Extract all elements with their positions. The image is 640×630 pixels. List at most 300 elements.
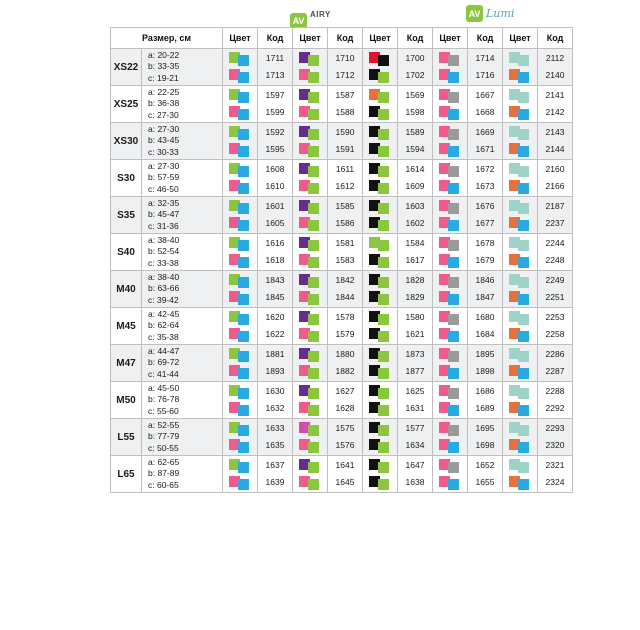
product-code: 1620 xyxy=(265,312,285,322)
product-code: 1845 xyxy=(265,292,285,302)
swatch-half-bottom xyxy=(448,257,459,268)
measurement-line: b: 33-35 xyxy=(148,61,180,72)
color-swatch-cell xyxy=(363,197,398,234)
product-code: 1635 xyxy=(265,440,285,450)
color-swatch-cell xyxy=(293,160,328,197)
color-swatch xyxy=(229,106,251,119)
color-swatch xyxy=(229,217,251,230)
swatch-half-bottom xyxy=(518,479,529,490)
swatch-half-bottom xyxy=(308,257,319,268)
swatch-half-bottom xyxy=(448,166,459,177)
logo-bar xyxy=(0,2,640,26)
product-code: 1598 xyxy=(405,107,425,117)
product-code: 2237 xyxy=(545,218,565,228)
measurement-line: a: 45-50 xyxy=(148,382,180,393)
code-cell xyxy=(258,123,293,160)
table-row xyxy=(111,197,573,234)
product-code: 1612 xyxy=(335,181,355,191)
product-code: 2160 xyxy=(545,164,565,174)
color-swatch-cell xyxy=(223,86,258,123)
swatch-half-bottom xyxy=(448,183,459,194)
product-code: 2143 xyxy=(545,127,565,137)
swatch-half-bottom xyxy=(378,92,389,103)
measurements-cell xyxy=(142,419,223,456)
swatch-half-bottom xyxy=(238,166,249,177)
swatch-half-bottom xyxy=(238,183,249,194)
color-swatch-cell xyxy=(433,86,468,123)
table-row xyxy=(111,345,573,382)
color-swatch xyxy=(439,254,461,267)
color-swatch-cell xyxy=(293,419,328,456)
code-cell xyxy=(328,49,363,86)
swatch-half-bottom xyxy=(378,405,389,416)
swatch-half-bottom xyxy=(238,129,249,140)
swatch-half-bottom xyxy=(448,388,459,399)
color-swatch xyxy=(369,365,391,378)
color-swatch xyxy=(229,163,251,176)
swatch-half-bottom xyxy=(308,166,319,177)
product-code: 1828 xyxy=(405,275,425,285)
color-swatch xyxy=(509,274,531,287)
product-code: 1672 xyxy=(475,164,495,174)
airyvest-logo-mark: AV xyxy=(290,13,307,30)
color-swatch xyxy=(229,200,251,213)
color-swatch xyxy=(369,254,391,267)
color-swatch-cell xyxy=(503,382,538,419)
product-code: 2287 xyxy=(545,366,565,376)
code-cell xyxy=(258,382,293,419)
product-code: 1575 xyxy=(335,423,355,433)
swatch-half-bottom xyxy=(238,109,249,120)
code-cell xyxy=(538,456,573,493)
swatch-half-bottom xyxy=(238,146,249,157)
color-swatch xyxy=(229,89,251,102)
measurement-line: c: 60-65 xyxy=(148,479,179,490)
color-swatch xyxy=(369,237,391,250)
swatch-half-bottom xyxy=(518,425,529,436)
table-row xyxy=(111,308,573,345)
color-swatch xyxy=(229,291,251,304)
color-swatch-cell xyxy=(363,234,398,271)
measurements-cell xyxy=(142,86,223,123)
color-swatch xyxy=(229,180,251,193)
color-swatch xyxy=(299,200,321,213)
product-code: 1843 xyxy=(265,275,285,285)
measurement-line: b: 87-89 xyxy=(148,468,180,479)
color-swatch xyxy=(369,163,391,176)
code-cell xyxy=(328,419,363,456)
code-cell xyxy=(468,382,503,419)
color-swatch-cell xyxy=(503,308,538,345)
color-swatch xyxy=(369,476,391,489)
header-code-3: Код xyxy=(398,28,433,49)
color-swatch xyxy=(369,439,391,452)
product-code: 1585 xyxy=(335,201,355,211)
code-cell xyxy=(398,345,433,382)
swatch-half-bottom xyxy=(308,368,319,379)
color-swatch xyxy=(509,217,531,230)
swatch-half-bottom xyxy=(518,331,529,342)
color-swatch xyxy=(369,422,391,435)
product-code: 1622 xyxy=(265,329,285,339)
swatch-half-bottom xyxy=(378,442,389,453)
product-code: 1594 xyxy=(405,144,425,154)
color-swatch xyxy=(509,89,531,102)
code-cell xyxy=(328,123,363,160)
swatch-half-bottom xyxy=(448,92,459,103)
measurement-line: c: 55-60 xyxy=(148,405,179,416)
product-code: 1625 xyxy=(405,386,425,396)
color-swatch xyxy=(439,143,461,156)
swatch-half-bottom xyxy=(448,109,459,120)
color-swatch xyxy=(509,291,531,304)
swatch-half-bottom xyxy=(448,479,459,490)
color-swatch-cell xyxy=(503,197,538,234)
header-color-3: Цвет xyxy=(363,28,398,49)
size-label: XS22 xyxy=(111,49,142,86)
swatch-half-bottom xyxy=(238,462,249,473)
color-swatch xyxy=(299,311,321,324)
color-swatch-cell xyxy=(503,86,538,123)
product-code: 1668 xyxy=(475,107,495,117)
measurement-line: a: 27-30 xyxy=(148,160,180,171)
code-cell xyxy=(258,308,293,345)
table-row xyxy=(111,419,573,456)
color-swatch xyxy=(229,439,251,452)
measurements-cell xyxy=(142,345,223,382)
measurement-line: c: 41-44 xyxy=(148,368,179,379)
color-swatch xyxy=(299,126,321,139)
color-swatch xyxy=(229,237,251,250)
color-swatch xyxy=(299,291,321,304)
product-code: 1695 xyxy=(475,423,495,433)
swatch-half-bottom xyxy=(308,314,319,325)
color-swatch-cell xyxy=(503,456,538,493)
product-code: 2286 xyxy=(545,349,565,359)
swatch-half-bottom xyxy=(308,72,319,83)
measurement-line: b: 52-54 xyxy=(148,246,180,257)
code-cell xyxy=(538,160,573,197)
product-code: 1678 xyxy=(475,238,495,248)
size-label: M45 xyxy=(111,308,142,345)
color-swatch xyxy=(299,402,321,415)
color-swatch-cell xyxy=(503,160,538,197)
swatch-half-bottom xyxy=(448,277,459,288)
header-code-4: Код xyxy=(468,28,503,49)
color-swatch xyxy=(299,237,321,250)
product-code: 1702 xyxy=(405,70,425,80)
color-swatch xyxy=(509,143,531,156)
color-swatch xyxy=(369,291,391,304)
color-swatch xyxy=(509,459,531,472)
color-swatch xyxy=(509,365,531,378)
product-code: 2253 xyxy=(545,312,565,322)
swatch-half-bottom xyxy=(238,331,249,342)
product-code: 2144 xyxy=(545,144,565,154)
size-label: L55 xyxy=(111,419,142,456)
color-swatch-cell xyxy=(223,456,258,493)
product-code: 1895 xyxy=(475,349,495,359)
swatch-half-bottom xyxy=(238,55,249,66)
lumi-logo-mark: AV xyxy=(466,5,483,22)
product-code: 1700 xyxy=(405,53,425,63)
code-cell xyxy=(398,49,433,86)
measurement-line: b: 57-59 xyxy=(148,172,180,183)
header-color-1: Цвет xyxy=(223,28,258,49)
product-code: 1633 xyxy=(265,423,285,433)
color-swatch-cell xyxy=(223,160,258,197)
swatch-half-bottom xyxy=(238,72,249,83)
swatch-half-bottom xyxy=(378,331,389,342)
color-swatch-cell xyxy=(293,345,328,382)
swatch-half-bottom xyxy=(518,257,529,268)
product-code: 1611 xyxy=(335,164,355,174)
code-cell xyxy=(538,197,573,234)
table-body xyxy=(111,49,573,493)
code-cell xyxy=(328,197,363,234)
color-swatch-cell xyxy=(433,160,468,197)
measurement-line: b: 76-78 xyxy=(148,394,180,405)
product-code: 1631 xyxy=(405,403,425,413)
measurements-cell xyxy=(142,234,223,271)
measurements-cell xyxy=(142,123,223,160)
color-swatch xyxy=(229,52,251,65)
code-cell xyxy=(468,197,503,234)
product-code: 1602 xyxy=(405,218,425,228)
color-swatch-cell xyxy=(433,419,468,456)
swatch-half-bottom xyxy=(518,351,529,362)
color-swatch xyxy=(509,180,531,193)
swatch-half-bottom xyxy=(518,294,529,305)
color-swatch-cell xyxy=(223,49,258,86)
swatch-half-bottom xyxy=(308,183,319,194)
swatch-half-bottom xyxy=(518,314,529,325)
swatch-half-bottom xyxy=(448,203,459,214)
color-swatch-cell xyxy=(363,86,398,123)
color-swatch xyxy=(369,52,391,65)
swatch-half-bottom xyxy=(448,55,459,66)
swatch-half-bottom xyxy=(448,129,459,140)
product-code: 1712 xyxy=(335,70,355,80)
product-code: 1898 xyxy=(475,366,495,376)
color-swatch xyxy=(229,126,251,139)
color-swatch xyxy=(439,311,461,324)
product-code: 1609 xyxy=(405,181,425,191)
swatch-half-bottom xyxy=(518,166,529,177)
color-swatch xyxy=(229,402,251,415)
color-swatch-cell xyxy=(293,197,328,234)
color-swatch-cell xyxy=(363,456,398,493)
airyvest-logo-line1: AIRY xyxy=(310,10,331,19)
swatch-half-bottom xyxy=(448,146,459,157)
product-code: 1618 xyxy=(265,255,285,265)
swatch-half-bottom xyxy=(448,220,459,231)
color-swatch xyxy=(369,328,391,341)
color-swatch xyxy=(299,89,321,102)
product-code: 1667 xyxy=(475,90,495,100)
product-code: 1639 xyxy=(265,477,285,487)
swatch-half-bottom xyxy=(448,72,459,83)
swatch-half-bottom xyxy=(308,55,319,66)
color-swatch-cell xyxy=(223,234,258,271)
code-cell xyxy=(468,234,503,271)
product-code: 1589 xyxy=(405,127,425,137)
swatch-half-bottom xyxy=(378,129,389,140)
swatch-half-bottom xyxy=(518,442,529,453)
code-cell xyxy=(468,345,503,382)
product-code: 1638 xyxy=(405,477,425,487)
color-swatch xyxy=(509,163,531,176)
color-swatch xyxy=(509,402,531,415)
color-swatch-cell xyxy=(293,234,328,271)
color-swatch xyxy=(369,274,391,287)
product-code: 1632 xyxy=(265,403,285,413)
color-swatch xyxy=(439,328,461,341)
product-code: 1637 xyxy=(265,460,285,470)
measurement-line: a: 52-55 xyxy=(148,419,180,430)
table-row xyxy=(111,234,573,271)
swatch-half-bottom xyxy=(238,240,249,251)
product-code: 1578 xyxy=(335,312,355,322)
product-code: 1588 xyxy=(335,107,355,117)
measurement-line: b: 69-72 xyxy=(148,357,180,368)
lumi-logo-script: Lumi xyxy=(486,7,515,20)
swatch-half-bottom xyxy=(378,277,389,288)
color-swatch xyxy=(299,143,321,156)
swatch-half-bottom xyxy=(448,314,459,325)
product-code: 1711 xyxy=(265,53,285,63)
product-code: 1610 xyxy=(265,181,285,191)
color-swatch xyxy=(299,328,321,341)
product-code: 1595 xyxy=(265,144,285,154)
product-code: 2112 xyxy=(545,53,565,63)
color-swatch-cell xyxy=(503,234,538,271)
color-swatch-cell xyxy=(223,419,258,456)
product-code: 2324 xyxy=(545,477,565,487)
product-code: 1590 xyxy=(335,127,355,137)
product-code: 1846 xyxy=(475,275,495,285)
color-swatch-cell xyxy=(503,345,538,382)
measurements-cell xyxy=(142,49,223,86)
product-code: 1591 xyxy=(335,144,355,154)
product-code: 1597 xyxy=(265,90,285,100)
measurement-line: c: 50-55 xyxy=(148,442,179,453)
color-swatch xyxy=(369,348,391,361)
product-code: 1684 xyxy=(475,329,495,339)
code-cell xyxy=(468,308,503,345)
color-swatch xyxy=(229,311,251,324)
product-code: 1679 xyxy=(475,255,495,265)
product-code: 1599 xyxy=(265,107,285,117)
color-swatch-cell xyxy=(433,345,468,382)
color-swatch xyxy=(229,422,251,435)
product-code: 1584 xyxy=(405,238,425,248)
lumi-logo xyxy=(466,5,514,22)
product-code: 1616 xyxy=(265,238,285,248)
product-code: 1601 xyxy=(265,201,285,211)
measurements-cell xyxy=(142,271,223,308)
color-swatch xyxy=(299,422,321,435)
color-swatch-cell xyxy=(363,382,398,419)
code-cell xyxy=(328,160,363,197)
size-label: L65 xyxy=(111,456,142,493)
color-swatch xyxy=(439,237,461,250)
swatch-half-bottom xyxy=(448,351,459,362)
size-chart-table xyxy=(110,27,573,493)
product-code: 1842 xyxy=(335,275,355,285)
table-header-row xyxy=(111,28,573,49)
product-code: 1676 xyxy=(475,201,495,211)
swatch-half-bottom xyxy=(378,257,389,268)
measurement-line: a: 42-45 xyxy=(148,308,180,319)
color-swatch xyxy=(299,106,321,119)
table-row xyxy=(111,123,573,160)
swatch-half-bottom xyxy=(448,331,459,342)
code-cell xyxy=(468,86,503,123)
code-cell xyxy=(258,419,293,456)
code-cell xyxy=(258,86,293,123)
swatch-half-bottom xyxy=(238,314,249,325)
color-swatch-cell xyxy=(223,345,258,382)
color-swatch xyxy=(369,217,391,230)
code-cell xyxy=(538,234,573,271)
measurement-line: b: 77-79 xyxy=(148,431,180,442)
color-swatch-cell xyxy=(503,49,538,86)
table-row xyxy=(111,456,573,493)
swatch-half-bottom xyxy=(378,314,389,325)
color-swatch xyxy=(369,311,391,324)
measurement-line: c: 30-33 xyxy=(148,146,179,157)
product-code: 2187 xyxy=(545,201,565,211)
product-code: 1614 xyxy=(405,164,425,174)
swatch-half-bottom xyxy=(518,203,529,214)
color-swatch xyxy=(509,69,531,82)
measurement-line: a: 38-40 xyxy=(148,234,180,245)
color-swatch xyxy=(439,365,461,378)
product-code: 1652 xyxy=(475,460,495,470)
product-code: 1881 xyxy=(265,349,285,359)
color-swatch xyxy=(439,422,461,435)
color-swatch-cell xyxy=(293,86,328,123)
color-swatch xyxy=(439,274,461,287)
color-swatch xyxy=(299,52,321,65)
color-swatch xyxy=(439,217,461,230)
color-swatch xyxy=(299,385,321,398)
product-code: 1673 xyxy=(475,181,495,191)
swatch-half-bottom xyxy=(308,351,319,362)
product-code: 1647 xyxy=(405,460,425,470)
size-label: S35 xyxy=(111,197,142,234)
color-swatch xyxy=(439,163,461,176)
color-swatch xyxy=(369,402,391,415)
color-swatch xyxy=(369,180,391,193)
swatch-half-bottom xyxy=(308,388,319,399)
product-code: 1645 xyxy=(335,477,355,487)
swatch-half-bottom xyxy=(378,388,389,399)
product-code: 2249 xyxy=(545,275,565,285)
color-swatch xyxy=(369,126,391,139)
code-cell xyxy=(398,308,433,345)
product-code: 1630 xyxy=(265,386,285,396)
measurement-line: b: 63-66 xyxy=(148,283,180,294)
swatch-half-bottom xyxy=(518,462,529,473)
swatch-half-bottom xyxy=(378,240,389,251)
product-code: 2288 xyxy=(545,386,565,396)
swatch-half-bottom xyxy=(308,442,319,453)
color-swatch xyxy=(509,476,531,489)
color-swatch xyxy=(509,200,531,213)
color-swatch xyxy=(229,459,251,472)
